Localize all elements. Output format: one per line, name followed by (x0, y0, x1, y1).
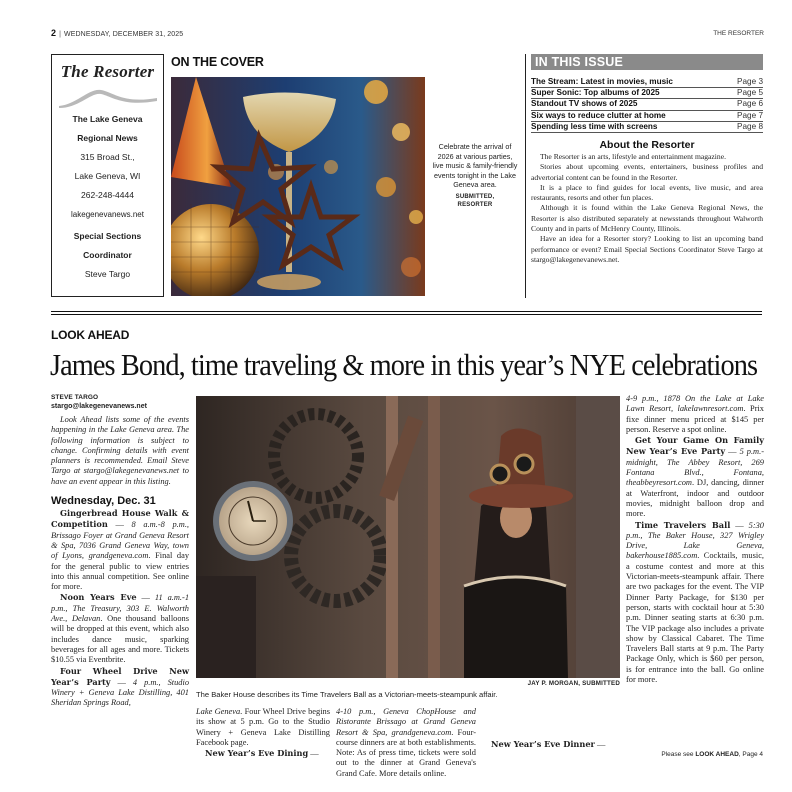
event-dash: — (730, 520, 749, 530)
event-details: 11 a.m.-1 p.m., The Treasury, 303 E. Walworth Ave., Delavan (51, 593, 190, 624)
cover-caption-text: Celebrate the arrival of 2026 at various parties, live music & family-friendly events tonight in the Lake Geneva area. (432, 142, 518, 190)
issue-date: WEDNESDAY, DECEMBER 31, 2025 (64, 31, 184, 38)
column-divider (525, 54, 526, 298)
event-details: Lake Geneva (196, 707, 241, 716)
event-body: . Four Wheel Drive begins its show at 5 p.m. Go to the Studio Winery + Geneva Lake Distilling Facebook page. (196, 707, 330, 747)
issue-item-page: Page 7 (737, 110, 763, 120)
about-paragraph: The Resorter is an arts, lifestyle and entertainment magazine. (540, 152, 726, 161)
byline-email[interactable]: stargo@lakegenevanews.net (51, 403, 147, 410)
org-line-2: Regional News (77, 133, 138, 143)
event-listing (626, 520, 764, 686)
article-column-2 (196, 707, 330, 759)
section-kicker: LOOK AHEAD (51, 328, 130, 342)
event-name: Time Travelers Ball (635, 519, 731, 530)
address-line-1: 315 Broad St., (80, 152, 135, 162)
cover-photo-credit (432, 193, 518, 209)
jump-target: LOOK AHEAD (695, 751, 739, 758)
issue-item[interactable] (531, 111, 763, 122)
in-this-issue-heading: IN THIS ISSUE (531, 54, 763, 70)
cover-photo (171, 77, 425, 296)
event-dash: — (594, 740, 606, 749)
issue-list (531, 77, 763, 133)
cover-caption (432, 142, 518, 209)
contact-name: Steve Targo (84, 269, 131, 279)
jump-line[interactable] (661, 751, 763, 758)
section-double-rule (51, 311, 762, 315)
event-listing (196, 748, 330, 759)
issue-item-title: Standout TV shows of 2025 (531, 99, 638, 109)
event-body: . Four-course dinners are at both establishments. Note: As of press time, tickets were sold out to the dinner at Grand Geneva's Grand Cafe. More details online. (336, 727, 476, 778)
issue-item-page: Page 5 (737, 88, 763, 98)
event-listing (482, 739, 620, 750)
cover-section-title: ON THE COVER (171, 55, 264, 69)
issue-item[interactable] (531, 88, 763, 99)
jump-prefix: Please see (661, 751, 696, 758)
article-intro: Look Ahead lists some of the events happening in the Lake Geneva area. The following information is subject to change. Confirming details with event planners is recommended. Email Steve Targo at stargo@lakegenevanews.net to have an event appear in this listing. (51, 415, 189, 486)
event-details: 4-9 p.m., 1878 On the Lake at Lake Lawn Resort, lakelawnresort.com (626, 394, 764, 414)
event-details: 8 a.m.-8 p.m., Brissago Foyer at Grand Geneva Resort & Spa, 7036 Grand Geneva Way, town of Lyons, grandgeneva.com (51, 520, 190, 561)
role-line-2: Coordinator (83, 250, 132, 260)
main-photo (196, 396, 620, 678)
article-headline: James Bond, time traveling & more in this year’s NYE celebrations (50, 348, 758, 382)
event-details: 4 p.m., Studio Winery + Geneva Lake Distilling, 401 Sheridan Springs Road, (51, 677, 190, 708)
event-details: 5:30 p.m., The Baker House, 327 Wrigley Drive, Lake Geneva, bakerhouse1885.com (626, 520, 764, 561)
event-body: . Cocktails, music, a costume contest and more at this Victorian-meets-steampunk affair. There are two packages for the event. The VIP Dinner Party Package, for $130 per person, starts with cocktail hour at 5:30 p.m. Dinner seating starts at 6:30 p.m. The VIP package also includes a private show by Classical Cabaret. The Time Travelers Ball starts at 9 p.m. The Party Package Only, which is $60 per person, is for entrance into the ball. Go online for more. (626, 551, 764, 685)
folio-left (51, 28, 183, 38)
champagne-party-image (171, 77, 425, 296)
byline (51, 393, 189, 411)
event-details: 4-10 p.m., Geneva ChopHouse and Ristorante Brissago at Grand Geneva Resort & Spa, grandgeneva.com (336, 707, 476, 737)
event-body: . One thousand balloons will be dropped at this event, which also includes dance music, sparking beverages for all ages and more. Tickets $10.55 via Eventbrite. (51, 614, 189, 665)
event-listing-continued (336, 707, 476, 779)
event-dash: — (136, 593, 155, 603)
steampunk-woman-image (196, 396, 620, 678)
page-number: 2 (51, 28, 57, 38)
event-listing (626, 435, 764, 519)
phone-number: 262-248-4444 (81, 190, 134, 200)
role-line-1: Special Sections (73, 231, 142, 241)
resorter-logo: The Resorter (60, 62, 155, 81)
issue-item-page: Page 3 (737, 77, 763, 86)
website: lakegenevanews.net (71, 210, 144, 219)
address-line-2: Lake Geneva, WI (74, 171, 141, 181)
photo-caption: The Baker House describes its Time Travelers Ball as a Victorian-meets-steampunk affair. (196, 690, 498, 699)
event-name: Noon Years Eve (60, 592, 137, 603)
event-listing (51, 666, 189, 709)
event-name: Four Wheel Drive New Year’s Party (51, 665, 189, 687)
article-column-1 (51, 415, 189, 709)
in-this-issue (531, 54, 763, 133)
issue-item-title: The Stream: Latest in movies, music (531, 77, 673, 86)
about-paragraph: Have an idea for a Resorter story? Looking to list an upcoming band performance or event? Email Special Sections Coordinator Steve Targo at stargo@lakegenevanews.net. (531, 234, 763, 264)
wave-logo-icon (57, 84, 159, 110)
publication-name: THE RESORTER (713, 30, 764, 37)
byline-name: STEVE TARGO (51, 394, 99, 401)
jump-suffix: , Page 4 (738, 751, 763, 758)
cover-credit-line-2: RESORTER (457, 201, 493, 208)
masthead-box (51, 54, 164, 297)
cover-credit-line-1: SUBMITTED, (455, 193, 495, 200)
issue-item-title: Spending less time with screens (531, 121, 658, 131)
event-name: Get Your Game On Family New Year’s Eve Party (626, 435, 764, 457)
issue-item[interactable] (531, 99, 763, 110)
event-listing (51, 592, 189, 665)
event-name: Gingerbread House Walk & Competition (51, 508, 189, 530)
event-dash: — (725, 447, 740, 457)
event-name: New Year’s Eve Dinner (491, 739, 595, 749)
event-body: . Final day for the general public to view entries into this annual competition. See online for more. (51, 551, 190, 592)
event-listing-continued (626, 394, 764, 435)
org-line-1: The Lake Geneva (72, 114, 143, 124)
issue-item[interactable] (531, 77, 763, 88)
issue-item-title: Six ways to reduce clutter at home (531, 110, 666, 120)
about-heading: About the Resorter (599, 139, 695, 151)
event-body: . Prix fixe dinner menu priced at $145 per person. Reserve a spot online. (626, 404, 764, 434)
event-dash: — (107, 520, 132, 530)
folio-separator: | (59, 31, 62, 38)
article-column-3 (336, 707, 476, 779)
article-column-5 (626, 394, 764, 685)
about-paragraph: Although it is found within the Lake Geneva Regional News, the Resorter is also distributed separately at newsstands throughout Walworth County and in parts of McHenry County, Illinois. (531, 203, 763, 234)
event-dash: — (110, 677, 133, 687)
issue-item[interactable] (531, 122, 763, 133)
day-heading: Wednesday, Dec. 31 (51, 495, 156, 508)
event-name: New Year’s Eve Dining (205, 748, 309, 759)
issue-item-page: Page 6 (737, 99, 763, 109)
about-paragraph: It is a place to find guides for local events, live music, and area restaurants, resorts and other fun places. (531, 182, 763, 203)
about-resorter (531, 139, 763, 265)
event-listing (51, 508, 189, 592)
event-body: . DJ, dancing, dinner at Waterfront, indoor and outdoor movies, midnight balloon drop and more. (626, 478, 764, 519)
about-paragraph: Stories about upcoming events, entertainers, business profiles and advertorial content can be found in the Resorter. (531, 162, 763, 182)
issue-item-page: Page 8 (737, 121, 763, 131)
article-column-4 (482, 739, 620, 750)
event-listing-continued (196, 707, 330, 748)
event-dash: — (308, 749, 319, 759)
event-details: 5 p.m.-midnight, The Abbey Resort, 269 Fontana Blvd., Fontana, theabbeyresort.com (626, 447, 764, 488)
issue-item-title: Super Sonic: Top albums of 2025 (531, 88, 660, 98)
photo-credit: JAY P. MORGAN, SUBMITTED (527, 680, 620, 687)
